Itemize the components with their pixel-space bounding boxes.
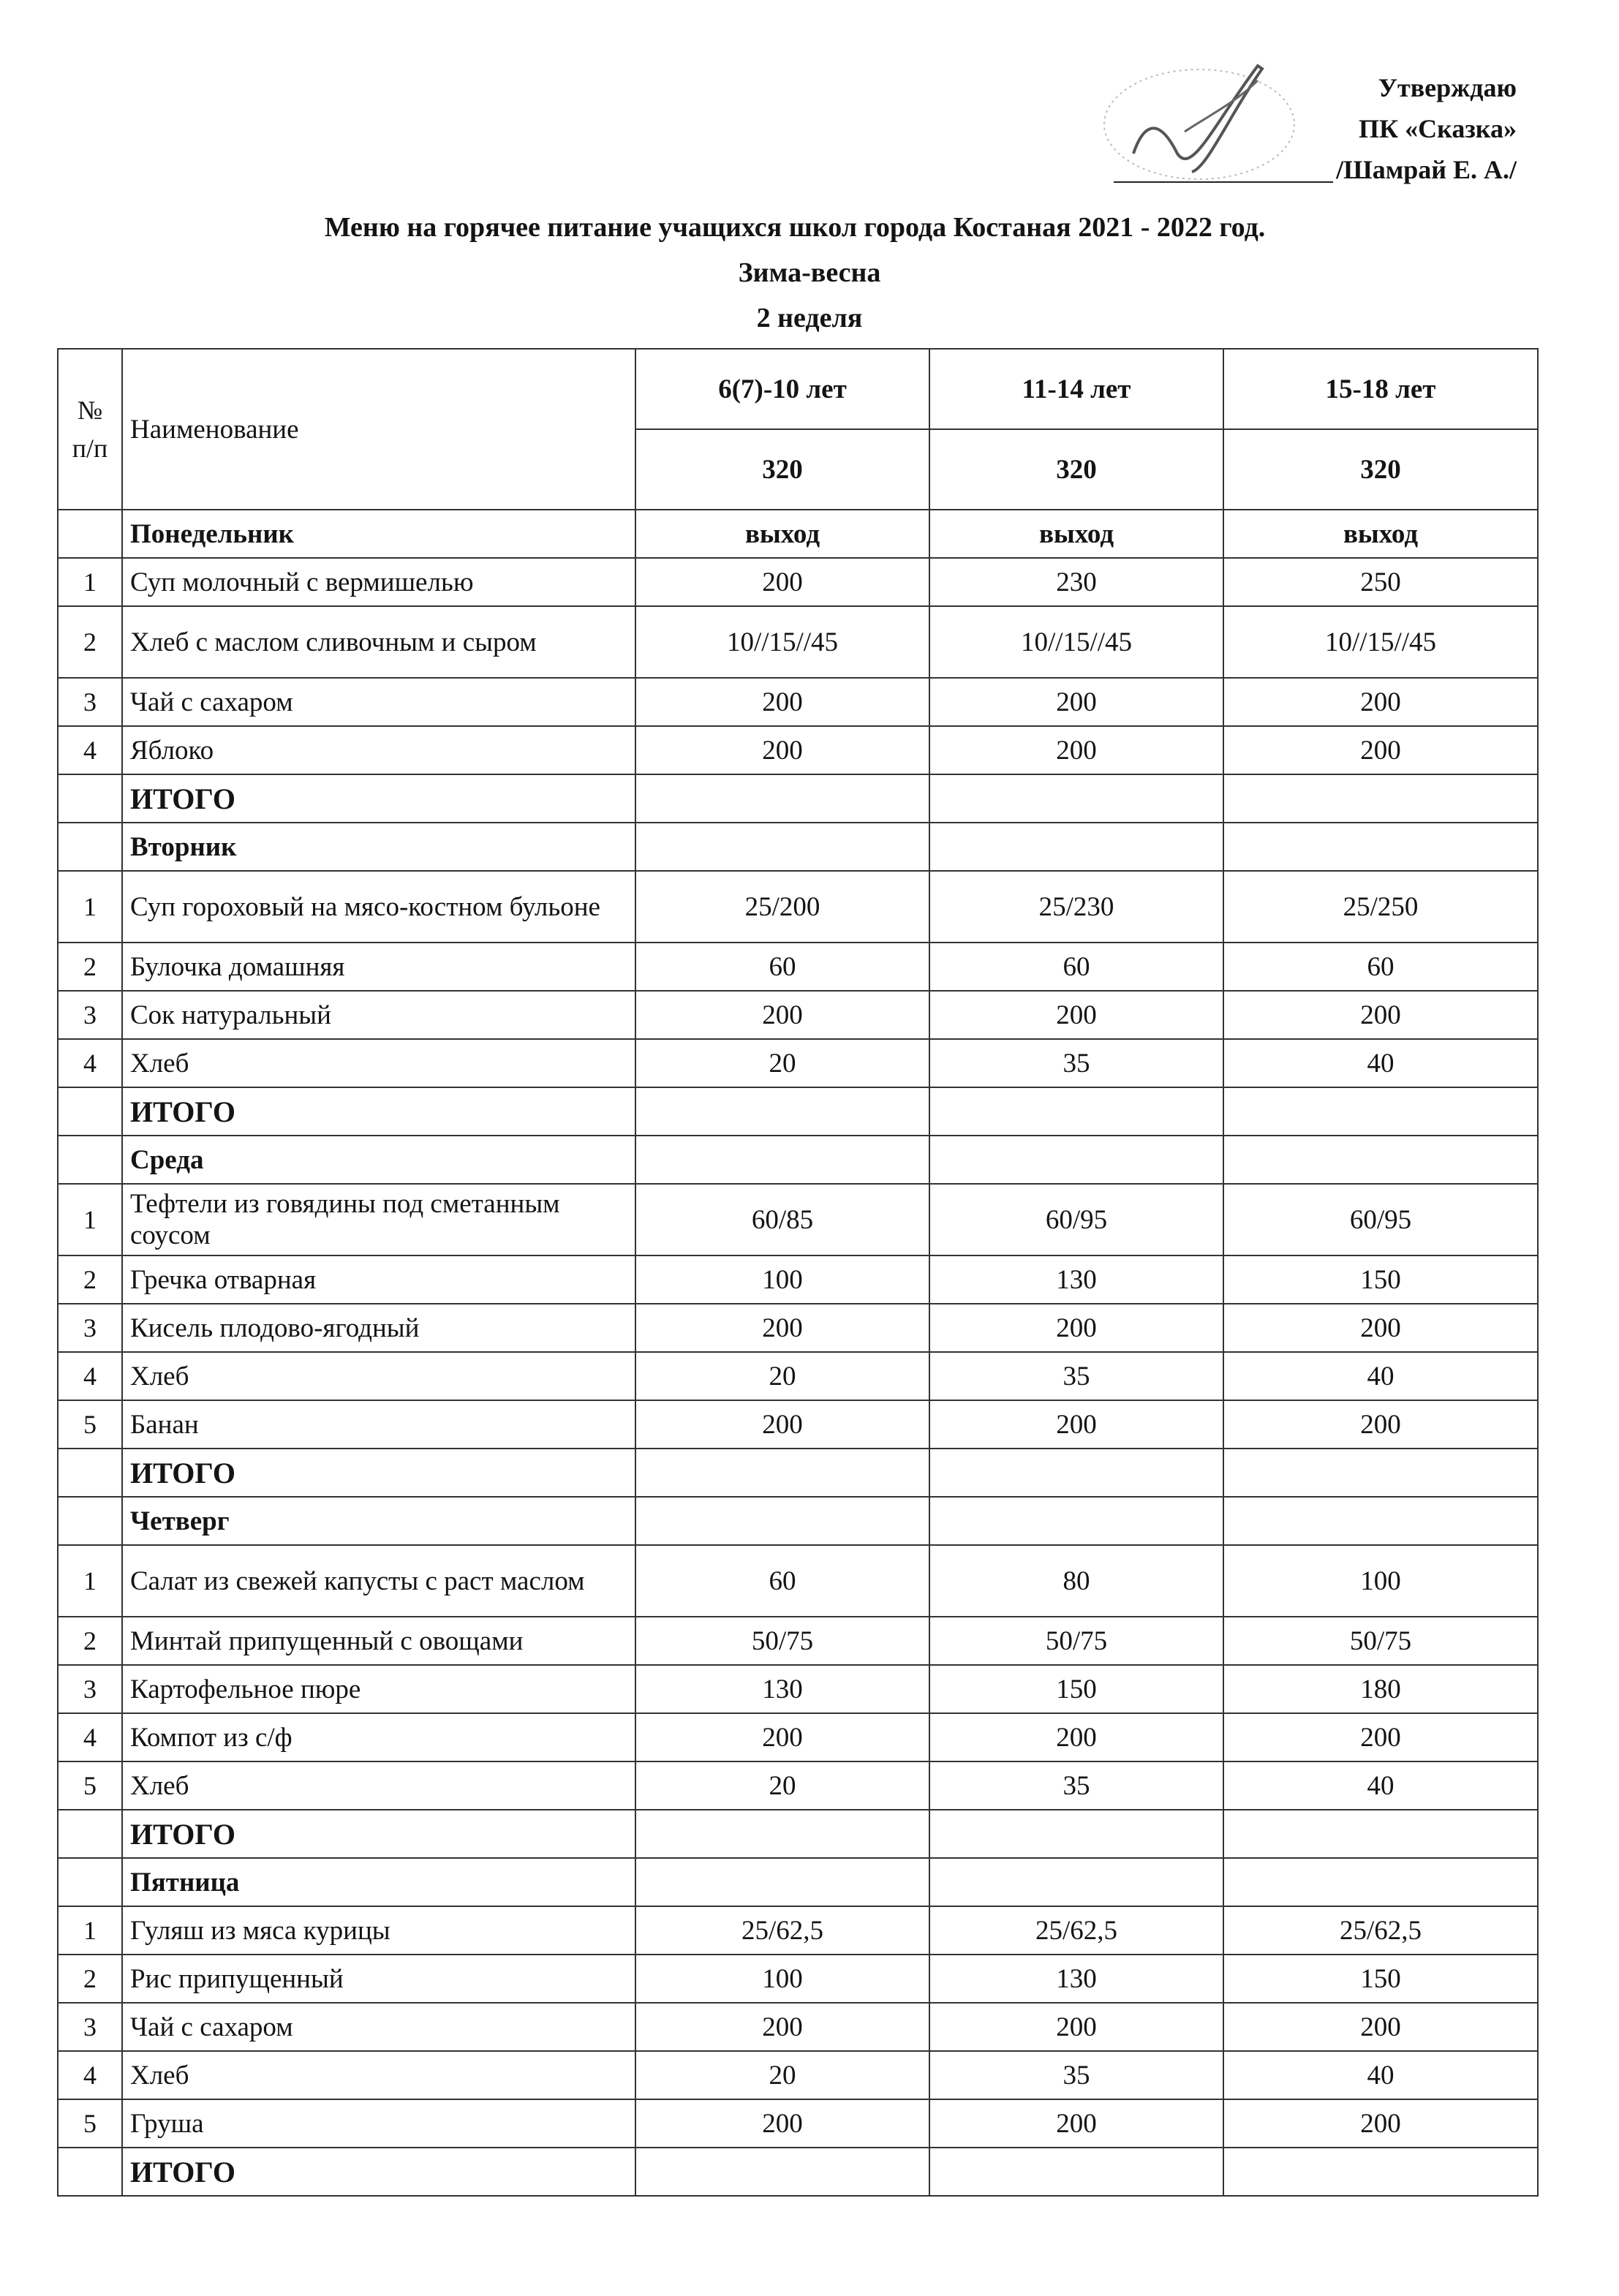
item-number: 1 bbox=[58, 1906, 122, 1955]
table-row bbox=[58, 2099, 1538, 2148]
week-title: 2 неделя bbox=[756, 303, 863, 333]
portion-value: 250 bbox=[1223, 558, 1538, 606]
portion-value: 60/85 bbox=[635, 1184, 929, 1255]
total-row bbox=[58, 1449, 1538, 1497]
portion-value: 20 bbox=[635, 2051, 929, 2099]
item-number: 1 bbox=[58, 1184, 122, 1255]
portion-value: 130 bbox=[635, 1665, 929, 1713]
portion-value: 200 bbox=[929, 726, 1223, 774]
column-header-age: 15-18 лет bbox=[1223, 349, 1538, 429]
portion-value: 40 bbox=[1223, 1039, 1538, 1087]
table-row bbox=[58, 1665, 1538, 1713]
day-name: Понедельник bbox=[122, 510, 635, 558]
item-number: 2 bbox=[58, 1955, 122, 2003]
dish-name: Булочка домашняя bbox=[122, 943, 635, 991]
portion-value: 200 bbox=[929, 2003, 1223, 2051]
header-row-ages bbox=[58, 349, 1538, 429]
table-row bbox=[58, 1545, 1538, 1617]
portion-value: 60 bbox=[1223, 943, 1538, 991]
day-num-cell bbox=[58, 1136, 122, 1184]
day-name: Среда bbox=[122, 1136, 635, 1184]
dish-name: Рис припущенный bbox=[122, 1955, 635, 2003]
dish-name: Хлеб с маслом сливочным и сыром bbox=[122, 606, 635, 678]
item-number: 1 bbox=[58, 558, 122, 606]
column-header-price: 320 bbox=[929, 429, 1223, 510]
portion-value: 35 bbox=[929, 2051, 1223, 2099]
document-titles bbox=[0, 205, 1619, 341]
total-row bbox=[58, 2148, 1538, 2196]
empty-cell bbox=[929, 823, 1223, 871]
table-row bbox=[58, 1184, 1538, 1255]
day-row bbox=[58, 823, 1538, 871]
portion-value: 60 bbox=[929, 943, 1223, 991]
dish-name: Яблоко bbox=[122, 726, 635, 774]
item-number: 1 bbox=[58, 871, 122, 943]
portion-value: 200 bbox=[635, 991, 929, 1039]
table-row bbox=[58, 1713, 1538, 1761]
empty-cell bbox=[929, 774, 1223, 823]
table-row bbox=[58, 1955, 1538, 2003]
approval-organization: ПК «Сказка» bbox=[1359, 114, 1517, 143]
portion-value: 60/95 bbox=[929, 1184, 1223, 1255]
portion-value: 180 bbox=[1223, 1665, 1538, 1713]
table-row bbox=[58, 606, 1538, 678]
portion-value: 200 bbox=[635, 558, 929, 606]
signature-line bbox=[1114, 152, 1333, 183]
portion-value: 35 bbox=[929, 1039, 1223, 1087]
portion-value: 150 bbox=[1223, 1955, 1538, 2003]
day-name: Пятница bbox=[122, 1858, 635, 1906]
table-row bbox=[58, 871, 1538, 943]
item-number: 1 bbox=[58, 1545, 122, 1617]
dish-name: Компот из с/ф bbox=[122, 1713, 635, 1761]
table-row bbox=[58, 1617, 1538, 1665]
empty-cell bbox=[929, 1136, 1223, 1184]
dish-name: Чай с сахаром bbox=[122, 678, 635, 726]
empty-cell bbox=[635, 1449, 929, 1497]
portion-value: 10//15//45 bbox=[929, 606, 1223, 678]
empty-cell bbox=[929, 1810, 1223, 1858]
table-row bbox=[58, 558, 1538, 606]
total-label: ИТОГО bbox=[122, 2148, 635, 2196]
item-number: 4 bbox=[58, 726, 122, 774]
table-row bbox=[58, 2003, 1538, 2051]
approval-signatory bbox=[1114, 149, 1517, 190]
portion-value: 200 bbox=[1223, 1400, 1538, 1449]
item-number: 5 bbox=[58, 1761, 122, 1810]
item-number: 4 bbox=[58, 1713, 122, 1761]
portion-value: 10//15//45 bbox=[1223, 606, 1538, 678]
dish-name: Кисель плодово-ягодный bbox=[122, 1304, 635, 1352]
dish-name: Хлеб bbox=[122, 2051, 635, 2099]
total-row bbox=[58, 774, 1538, 823]
dish-name: Хлеб bbox=[122, 1352, 635, 1400]
table-row bbox=[58, 1906, 1538, 1955]
portion-value: 200 bbox=[635, 2003, 929, 2051]
total-num-cell bbox=[58, 774, 122, 823]
column-header-price: 320 bbox=[1223, 429, 1538, 510]
portion-value: 200 bbox=[1223, 991, 1538, 1039]
dish-name: Салат из свежей капусты с раст маслом bbox=[122, 1545, 635, 1617]
empty-cell bbox=[1223, 1858, 1538, 1906]
portion-value: 200 bbox=[929, 678, 1223, 726]
empty-cell bbox=[929, 1858, 1223, 1906]
portion-value: 200 bbox=[929, 1304, 1223, 1352]
day-name: Четверг bbox=[122, 1497, 635, 1545]
empty-cell bbox=[929, 1449, 1223, 1497]
table-row bbox=[58, 943, 1538, 991]
item-number: 3 bbox=[58, 678, 122, 726]
empty-cell bbox=[1223, 1136, 1538, 1184]
item-number: 4 bbox=[58, 2051, 122, 2099]
column-header-name: Наименование bbox=[122, 349, 635, 510]
portion-value: 200 bbox=[635, 726, 929, 774]
empty-cell bbox=[635, 1810, 929, 1858]
day-num-cell bbox=[58, 510, 122, 558]
output-label: выход bbox=[1223, 510, 1538, 558]
empty-cell bbox=[635, 1858, 929, 1906]
portion-value: 20 bbox=[635, 1039, 929, 1087]
dish-name: Груша bbox=[122, 2099, 635, 2148]
empty-cell bbox=[635, 823, 929, 871]
item-number: 4 bbox=[58, 1039, 122, 1087]
dish-name: Хлеб bbox=[122, 1039, 635, 1087]
portion-value: 200 bbox=[635, 1713, 929, 1761]
portion-value: 40 bbox=[1223, 2051, 1538, 2099]
portion-value: 50/75 bbox=[635, 1617, 929, 1665]
item-number: 3 bbox=[58, 1304, 122, 1352]
portion-value: 200 bbox=[929, 991, 1223, 1039]
table-row bbox=[58, 726, 1538, 774]
empty-cell bbox=[1223, 1497, 1538, 1545]
day-name: Вторник bbox=[122, 823, 635, 871]
portion-value: 40 bbox=[1223, 1761, 1538, 1810]
output-label: выход bbox=[929, 510, 1223, 558]
table-row bbox=[58, 678, 1538, 726]
total-row bbox=[58, 1810, 1538, 1858]
table-row bbox=[58, 1352, 1538, 1400]
dish-name: Картофельное пюре bbox=[122, 1665, 635, 1713]
page-title: Меню на горячее питание учащихся школ города Костаная 2021 - 2022 год. bbox=[324, 212, 1266, 243]
day-row bbox=[58, 1497, 1538, 1545]
dish-name: Гуляш из мяса курицы bbox=[122, 1906, 635, 1955]
column-header-num: № п/п bbox=[58, 349, 122, 510]
season-title: Зима-весна bbox=[738, 257, 881, 288]
portion-value: 25/230 bbox=[929, 871, 1223, 943]
approval-title: Утверждаю bbox=[1378, 73, 1517, 102]
approval-block bbox=[1114, 67, 1517, 190]
item-number: 5 bbox=[58, 2099, 122, 2148]
portion-value: 10//15//45 bbox=[635, 606, 929, 678]
item-number: 2 bbox=[58, 943, 122, 991]
item-number: 3 bbox=[58, 2003, 122, 2051]
dish-name: Минтай припущенный с овощами bbox=[122, 1617, 635, 1665]
menu-table bbox=[57, 348, 1539, 2197]
empty-cell bbox=[1223, 1087, 1538, 1136]
empty-cell bbox=[1223, 1449, 1538, 1497]
portion-value: 100 bbox=[1223, 1545, 1538, 1617]
portion-value: 25/62,5 bbox=[1223, 1906, 1538, 1955]
total-label: ИТОГО bbox=[122, 1449, 635, 1497]
portion-value: 20 bbox=[635, 1352, 929, 1400]
portion-value: 150 bbox=[929, 1665, 1223, 1713]
dish-name: Суп молочный с вермишелью bbox=[122, 558, 635, 606]
column-header-price: 320 bbox=[635, 429, 929, 510]
day-num-cell bbox=[58, 823, 122, 871]
empty-cell bbox=[635, 1497, 929, 1545]
total-num-cell bbox=[58, 1449, 122, 1497]
portion-value: 60 bbox=[635, 1545, 929, 1617]
portion-value: 35 bbox=[929, 1761, 1223, 1810]
portion-value: 60/95 bbox=[1223, 1184, 1538, 1255]
portion-value: 35 bbox=[929, 1352, 1223, 1400]
table-row bbox=[58, 1761, 1538, 1810]
day-num-cell bbox=[58, 1497, 122, 1545]
empty-cell bbox=[1223, 1810, 1538, 1858]
empty-cell bbox=[929, 1497, 1223, 1545]
item-number: 4 bbox=[58, 1352, 122, 1400]
dish-name: Гречка отварная bbox=[122, 1255, 635, 1304]
portion-value: 230 bbox=[929, 558, 1223, 606]
dish-name: Тефтели из говядины под сметанным соусом bbox=[122, 1184, 635, 1255]
portion-value: 25/62,5 bbox=[929, 1906, 1223, 1955]
empty-cell bbox=[635, 1087, 929, 1136]
total-row bbox=[58, 1087, 1538, 1136]
portion-value: 50/75 bbox=[1223, 1617, 1538, 1665]
portion-value: 200 bbox=[635, 2099, 929, 2148]
portion-value: 80 bbox=[929, 1545, 1223, 1617]
portion-value: 200 bbox=[1223, 2099, 1538, 2148]
menu-table-body bbox=[58, 349, 1538, 2196]
portion-value: 100 bbox=[635, 1955, 929, 2003]
portion-value: 25/250 bbox=[1223, 871, 1538, 943]
table-row bbox=[58, 2051, 1538, 2099]
portion-value: 200 bbox=[1223, 678, 1538, 726]
portion-value: 100 bbox=[635, 1255, 929, 1304]
portion-value: 130 bbox=[929, 1255, 1223, 1304]
empty-cell bbox=[1223, 823, 1538, 871]
empty-cell bbox=[1223, 774, 1538, 823]
table-row bbox=[58, 1400, 1538, 1449]
portion-value: 25/200 bbox=[635, 871, 929, 943]
portion-value: 200 bbox=[1223, 2003, 1538, 2051]
table-row bbox=[58, 1255, 1538, 1304]
total-num-cell bbox=[58, 1087, 122, 1136]
portion-value: 200 bbox=[929, 1400, 1223, 1449]
portion-value: 200 bbox=[1223, 726, 1538, 774]
portion-value: 130 bbox=[929, 1955, 1223, 2003]
portion-value: 200 bbox=[929, 1713, 1223, 1761]
table-row bbox=[58, 991, 1538, 1039]
portion-value: 50/75 bbox=[929, 1617, 1223, 1665]
total-label: ИТОГО bbox=[122, 774, 635, 823]
item-number: 2 bbox=[58, 1617, 122, 1665]
day-num-cell bbox=[58, 1858, 122, 1906]
dish-name: Суп гороховый на мясо-костном бульоне bbox=[122, 871, 635, 943]
dish-name: Хлеб bbox=[122, 1761, 635, 1810]
empty-cell bbox=[635, 774, 929, 823]
table-row bbox=[58, 1304, 1538, 1352]
item-number: 2 bbox=[58, 1255, 122, 1304]
item-number: 2 bbox=[58, 606, 122, 678]
dish-name: Чай с сахаром bbox=[122, 2003, 635, 2051]
total-label: ИТОГО bbox=[122, 1087, 635, 1136]
portion-value: 40 bbox=[1223, 1352, 1538, 1400]
total-num-cell bbox=[58, 2148, 122, 2196]
total-label: ИТОГО bbox=[122, 1810, 635, 1858]
portion-value: 150 bbox=[1223, 1255, 1538, 1304]
empty-cell bbox=[635, 1136, 929, 1184]
table-row bbox=[58, 1039, 1538, 1087]
day-row bbox=[58, 510, 1538, 558]
day-row bbox=[58, 1136, 1538, 1184]
empty-cell bbox=[929, 1087, 1223, 1136]
column-header-age: 11-14 лет bbox=[929, 349, 1223, 429]
portion-value: 200 bbox=[635, 1304, 929, 1352]
day-row bbox=[58, 1858, 1538, 1906]
item-number: 3 bbox=[58, 1665, 122, 1713]
portion-value: 200 bbox=[635, 678, 929, 726]
portion-value: 25/62,5 bbox=[635, 1906, 929, 1955]
item-number: 3 bbox=[58, 991, 122, 1039]
empty-cell bbox=[929, 2148, 1223, 2196]
portion-value: 60 bbox=[635, 943, 929, 991]
portion-value: 200 bbox=[1223, 1713, 1538, 1761]
empty-cell bbox=[1223, 2148, 1538, 2196]
portion-value: 200 bbox=[635, 1400, 929, 1449]
portion-value: 200 bbox=[929, 2099, 1223, 2148]
column-header-age: 6(7)-10 лет bbox=[635, 349, 929, 429]
item-number: 5 bbox=[58, 1400, 122, 1449]
portion-value: 20 bbox=[635, 1761, 929, 1810]
dish-name: Сок натуральный bbox=[122, 991, 635, 1039]
approval-signatory-name: /Шамрай Е. А./ bbox=[1336, 155, 1517, 184]
dish-name: Банан bbox=[122, 1400, 635, 1449]
total-num-cell bbox=[58, 1810, 122, 1858]
portion-value: 200 bbox=[1223, 1304, 1538, 1352]
output-label: выход bbox=[635, 510, 929, 558]
empty-cell bbox=[635, 2148, 929, 2196]
